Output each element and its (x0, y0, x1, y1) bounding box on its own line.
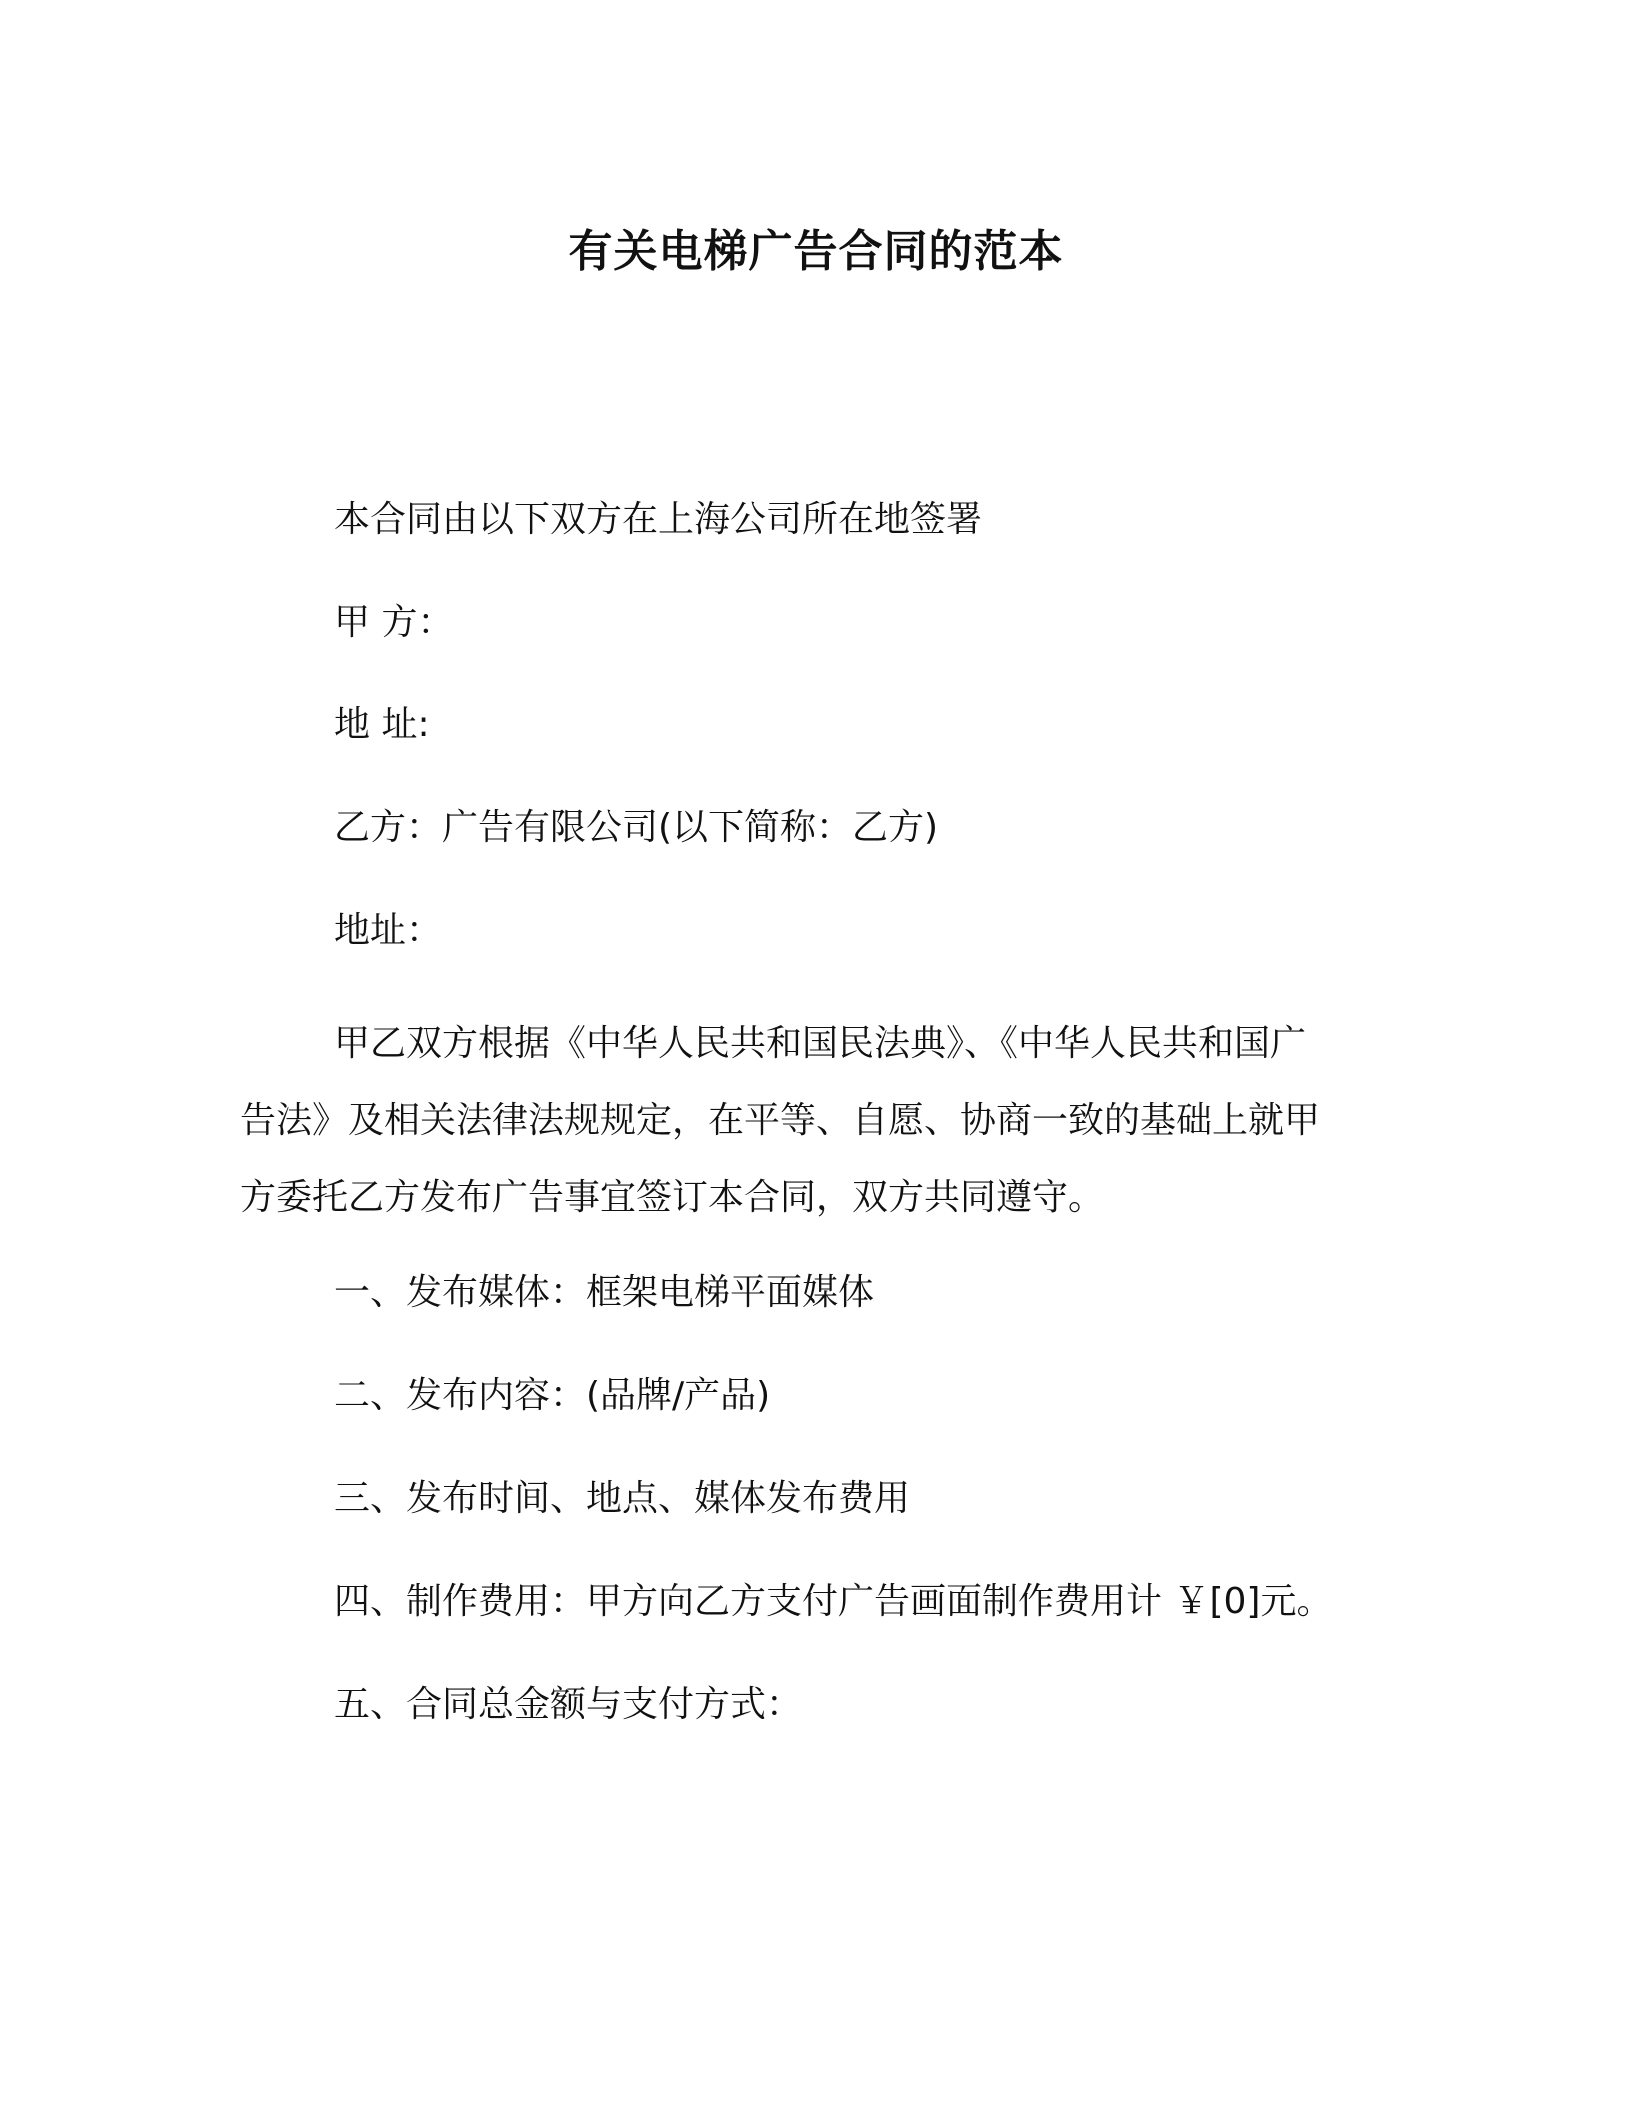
clause-3: 三、发布时间、地点、媒体发布费用 (334, 1478, 911, 1519)
party-a-address-label: 地 址: (334, 704, 430, 745)
party-b-address-label: 地址： (334, 910, 443, 951)
party-a-label: 甲 方： (334, 602, 454, 643)
preamble-line-3: 方委托乙方发布广告事宜签订本合同，双方共同遵守。 (240, 1177, 1105, 1218)
preamble-line-2: 告法》及相关法律法规规定，在平等、自愿、协商一致的基础上就甲 (240, 1100, 1321, 1141)
document-title: 有关电梯广告合同的范本 (568, 226, 1064, 277)
clause-1: 一、发布媒体：框架电梯平面媒体 (334, 1272, 875, 1313)
preamble-line-1: 甲乙双方根据《中华人民共和国民法典》、《中华人民共和国广 (334, 1023, 1307, 1064)
party-b-value: 广告有限公司(以下简称：乙方) (442, 807, 939, 848)
clause-2: 二、发布内容：(品牌/产品) (334, 1375, 771, 1416)
preamble-paragraph (240, 1005, 1370, 1236)
clause-4: 四、制作费用：甲方向乙方支付广告画面制作费用计 ￥[0]元。 (334, 1581, 1333, 1622)
party-b-label: 乙方： (334, 807, 443, 848)
clause-5: 五、合同总金额与支付方式： (334, 1684, 803, 1725)
party-b-line (334, 803, 938, 853)
intro-line: 本合同由以下双方在上海公司所在地签署 (334, 499, 983, 540)
